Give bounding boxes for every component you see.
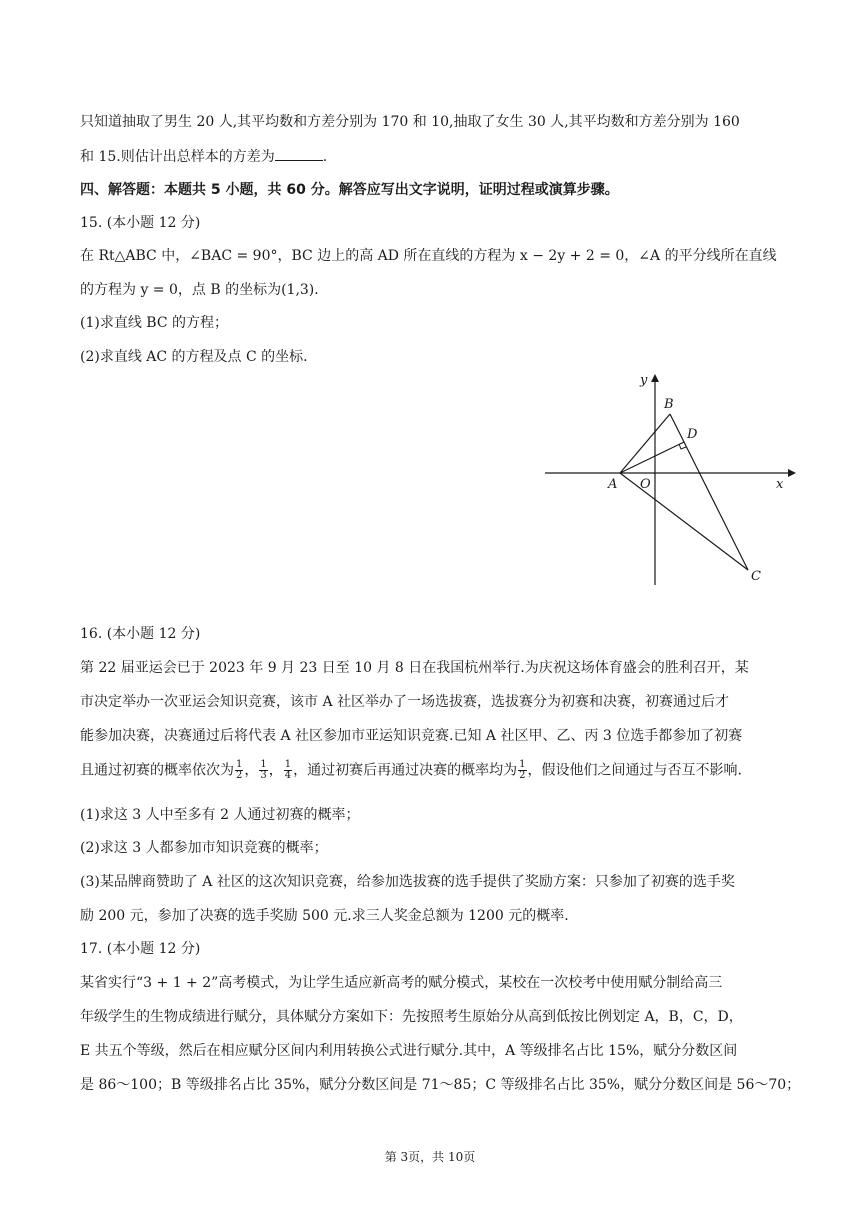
y-axis-arrow [651,374,659,382]
segment-ad [620,442,684,473]
fraction: $\frac{1}{4}$ [284,759,292,781]
text-line: (3)某品牌商赞助了 A 社区的这次知识竞赛，给参加选拔赛的选手提供了奖励方案：只参加了初赛的选手奖 [80,874,735,890]
text-line [80,760,742,781]
fraction: $\frac{1}{2}$ [519,759,526,781]
text-line: E 共五个等级，然后在相应赋分区间内利用转换公式进行赋分.其中，A 等级排名占比 15%，赋分分数区间 [80,1043,738,1059]
text-line: 第 22 届亚运会已于 2023 年 9 月 23 日至 10 月 8 日在我国杭州举行.为庆祝这场体育盛会的胜利召开，某 [80,660,749,676]
text-segment: 和 15.则估计出总样本的方差为 [80,149,275,165]
point-label-a: A [608,477,618,492]
text-line: (2)求这 3 人都参加市知识竞赛的概率； [80,840,328,856]
text-segment: 且通过初赛的概率依次为 [80,762,234,779]
text-segment: ，通过初赛后再通过决赛的概率均为 [293,762,518,779]
text-line: 年级学生的生物成绩进行赋分，具体赋分方案如下：先按照考生原始分从高到低按比例划定 A，B，C，D， [80,1009,743,1025]
x-axis-label: x [776,477,784,492]
text-segment: ，假设他们之间通过与否互不影响. [527,762,742,779]
text-line: 励 200 元，参加了决赛的选手奖励 500 元.求三人奖金总额为 1200 元的概率. [80,908,569,924]
text-line: (2)求直线 AC 的方程及点 C 的坐标. [80,349,308,365]
fraction: $\frac{1}{2}$ [236,759,243,781]
separator: ， [244,762,259,779]
triangle-figure [540,370,800,590]
separator: ， [268,762,283,779]
text-line: (1)求这 3 人中至多有 2 人通过初赛的概率； [80,807,360,823]
text-line [80,146,327,167]
segment-ab [620,414,670,473]
question-15-heading: 15. (本小题 12 分) [80,215,201,231]
segment-bc [670,414,748,570]
point-label-b: B [664,397,674,412]
text-line: (1)求直线 BC 的方程； [80,315,228,331]
section-heading: 四、解答题：本题共 5 小题，共 60 分。解答应写出文字说明，证明过程或演算步骤。 [80,182,619,198]
point-label-d: D [687,427,698,442]
question-16-heading: 16. (本小题 12 分) [80,626,201,642]
question-17-heading: 17. (本小题 12 分) [80,941,201,957]
origin-label: O [640,477,651,492]
y-axis-label: y [640,373,648,388]
text-line: 在 Rt△ABC 中，∠BAC = 90°，BC 边上的高 AD 所在直线的方程为 x − 2y + 2 = 0，∠A 的平分线所在直线 [80,248,777,264]
text-line: 某省实行“3 + 1 + 2”高考模式，为让学生适应新高考的赋分模式，某校在一次校考中使用赋分制给高三 [80,975,723,991]
answer-blank [275,146,323,161]
fraction: $\frac{1}{3}$ [260,759,267,781]
point-label-c: C [751,569,761,584]
text-line: 只知道抽取了男生 20 人,其平均数和方差分别为 170 和 10,抽取了女生 30 人,其平均数和方差分别为 160 [80,114,740,130]
text-line: 是 86～100；B 等级排名占比 35%，赋分分数区间是 71～85；C 等级排名占比 35%，赋分分数区间是 56～70； [80,1077,801,1093]
text-segment: . [322,149,328,165]
x-axis-arrow [788,469,796,477]
text-line: 市决定举办一次亚运会知识竞赛，该市 A 社区举办了一场选拔赛，选拔赛分为初赛和决赛，初赛通过后才 [80,694,730,710]
text-line: 的方程为 y = 0，点 B 的坐标为(1,3). [80,282,319,298]
page-footer: 第 3页，共 10页 [384,1150,476,1164]
text-line: 能参加决赛，决赛通过后将代表 A 社区参加市亚运知识竞赛.已知 A 社区甲、乙、丙 3 位选手都参加了初赛 [80,728,743,744]
